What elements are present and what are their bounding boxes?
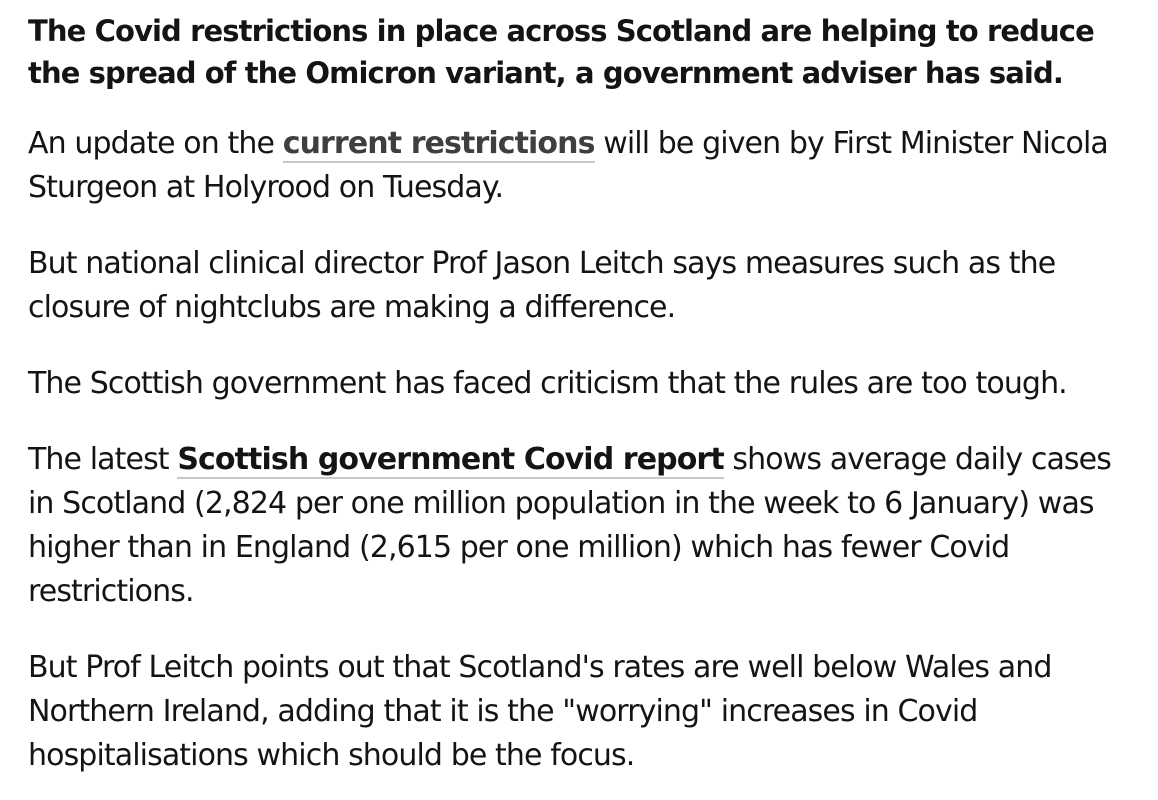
paragraph-report-text-before: The latest [28,442,178,477]
paragraph-report [28,438,1138,614]
covid-report-link[interactable]: Scottish government Covid report [177,442,724,477]
article-body [28,10,1138,778]
article-lead: The Covid restrictions in place across Scotland are helping to reduce the spread of the Omicron variant, a government adviser has said. [28,14,1094,90]
paragraph-update-text-after: will be given by First Minister Nicola Sturgeon at Holyrood on Tuesday. [28,126,1108,205]
paragraph-report-text-after: shows average daily cases in Scotland (2,824 per one million population in the week to 6 January) was higher than in England (2,615 per one million) which has fewer Covid restrictions. [28,442,1111,609]
paragraph-update-text-before: An update on the [28,126,283,161]
current-restrictions-link[interactable]: current restrictions [282,126,595,161]
paragraph-clinical-director: But national clinical director Prof Jason Leitch says measures such as the closure of nightclubs are making a difference. [28,246,1056,325]
paragraph-hospitalisations: But Prof Leitch points out that Scotland's rates are well below Wales and Northern Ireland, adding that it is the "worrying" increases in Covid hospitalisations which should be the focus. [28,650,1052,773]
paragraph-update [28,122,1138,210]
paragraph-criticism: The Scottish government has faced criticism that the rules are too tough. [28,366,1067,401]
